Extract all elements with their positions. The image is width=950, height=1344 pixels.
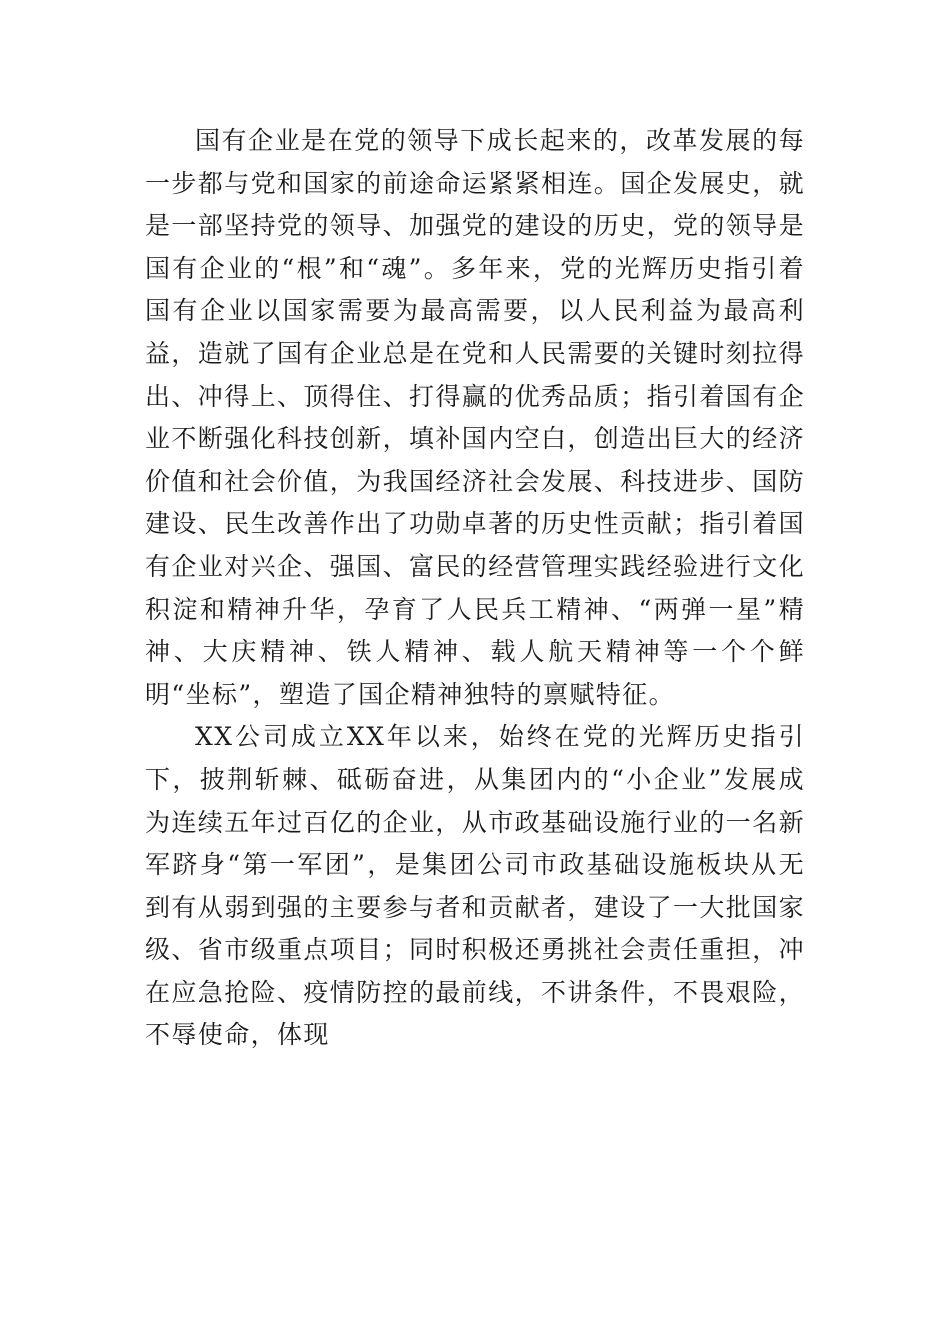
paragraph-2: XX公司成立XX年以来，始终在党的光辉历史指引下，披荆斩棘、砥砺奋进，从集团内的“小企业”发展成为连续五年过百亿的企业，从市政基础设施行业的一名新军跻身“第一军团”，是集团公司市政基础设施板块从无到有从弱到强的主要参与者和贡献者，建设了一大批国家级、省市级重点项目；同时积极还勇挑社会责任重担，冲在应急抢险、疫情防控的最前线，不讲条件，不畏艰险，不辱使命，体现 [145, 722, 806, 1050]
paragraph-1: 国有企业是在党的领导下成长起来的，改革发展的每一步都与党和国家的前途命运紧紧相连。国企发展史，就是一部坚持党的领导、加强党的建设的历史，党的领导是国有企业的“根”和“魂”。多年来，党的光辉历史指引着国有企业以国家需要为最高需要，以人民利益为最高利益，造就了国有企业总是在党和人民需要的关键时刻拉得出、冲得上、顶得住、打得赢的优秀品质；指引着国有企业不断强化科技创新，填补国内空白，创造出巨大的经济价值和社会价值，为我国经济社会发展、科技进步、国防建设、民生改善作出了功勋卓著的历史性贡献；指引着国有企业对兴企、强国、富民的经营管理实践经验进行文化积淀和精神升华，孕育了人民兵工精神、“两弹一星”精神、大庆精神、铁人精神、载人航天精神等一个个鲜明“坐标”，塑造了国企精神独特的禀赋特征。 [145, 126, 806, 709]
document-body [145, 120, 805, 1057]
